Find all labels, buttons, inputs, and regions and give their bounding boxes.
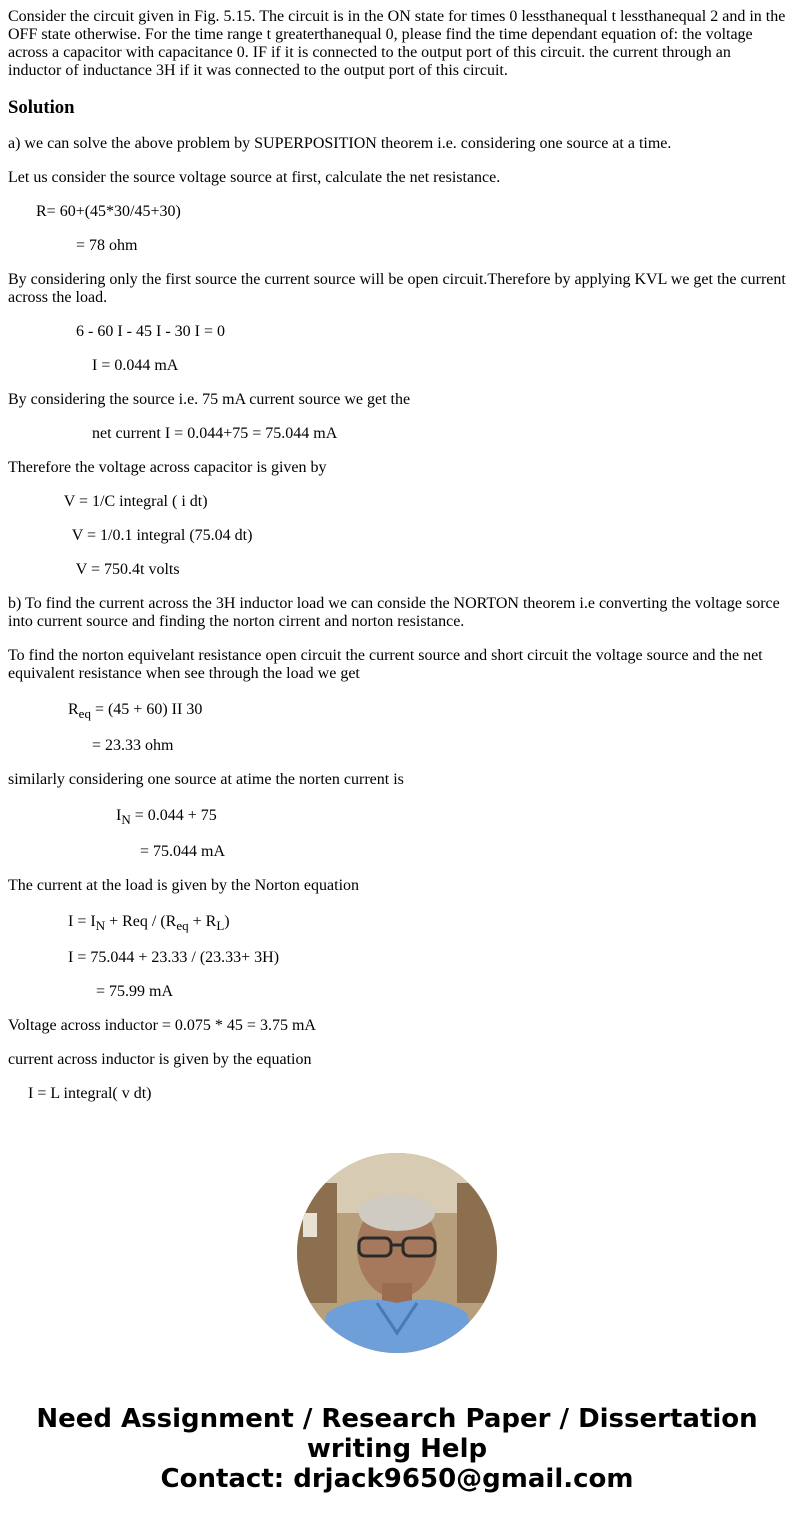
solution-line: By considering the source i.e. 75 mA current source we get the [8, 391, 411, 408]
solution-heading: Solution [8, 97, 75, 118]
avatar [297, 1153, 497, 1353]
solution-line: b) To find the current across the 3H inductor load we can conside the NORTON theorem i.e converting the voltage sorce into current source and finding the norton cirrent and norton resistance. [8, 595, 780, 630]
equation-line: = 23.33 ohm [8, 737, 174, 754]
solution-line: similarly considering one source at atime the norten current is [8, 771, 404, 788]
equation-line: V = 1/C integral ( i dt) [8, 493, 208, 510]
equation-line [8, 911, 786, 933]
eq-subscript: eq [176, 918, 189, 933]
equation-line: 6 - 60 I - 45 I - 30 I = 0 [8, 323, 225, 340]
question-text: Consider the circuit given in Fig. 5.15. The circuit is in the ON state for times 0 lessthanequal t lessthanequal 2 and in the OFF state otherwise. For the time range t greaterthanequal 0, please find the time dependant equation of: the voltage across a capacitor with capacitance 0. IF if it is connected to the output port of this circuit. the current through an inductor of inductance 3H if it was connected to the output port of this circuit. [8, 8, 786, 79]
eq-text: R [8, 701, 79, 718]
eq-text: = 0.044 + 75 [130, 807, 217, 824]
equation-line: = 75.99 mA [8, 983, 174, 1000]
eq-text: ) [224, 913, 230, 930]
banner-line: writing Help [306, 1434, 488, 1464]
equation-line: = 75.044 mA [8, 843, 226, 860]
solution-line: a) we can solve the above problem by SUPERPOSITION theorem i.e. considering one source at a time. [8, 135, 672, 152]
solution-line: By considering only the first source the current source will be open circuit.Therefore by applying KVL we get the current across the load. [8, 271, 786, 306]
solution-line: To find the norton equivelant resistance open circuit the current source and short circuit the voltage source and the net equivalent resistance when see through the load we get [8, 647, 763, 682]
avatar-portrait-image [297, 1153, 497, 1353]
equation-line: I = 75.044 + 23.33 / (23.33+ 3H) [8, 949, 280, 966]
banner-contact: Contact: drjack9650@gmail.com [160, 1464, 634, 1494]
eq-subscript: eq [78, 706, 91, 721]
solution-line: current across inductor is given by the equation [8, 1051, 312, 1068]
equation-line: V = 750.4t volts [8, 561, 180, 578]
solution-line: Voltage across inductor = 0.075 * 45 = 3.75 mA [8, 1017, 316, 1034]
solution-line: Therefore the voltage across capacitor is given by [8, 459, 327, 476]
equation-line: V = 1/0.1 integral (75.04 dt) [8, 527, 253, 544]
equation-line: R= 60+(45*30/45+30) [8, 203, 181, 220]
eq-text: + Req / (R [105, 913, 177, 930]
banner-line: Need Assignment / Research Paper / Dissertation [36, 1404, 758, 1434]
eq-text: = (45 + 60) II 30 [90, 701, 203, 718]
equation-line [8, 699, 786, 721]
equation-line: I = 0.044 mA [8, 357, 179, 374]
eq-text: I [8, 807, 122, 824]
equation-line [8, 805, 786, 827]
equation-line: net current I = 0.044+75 = 75.044 mA [8, 425, 338, 442]
eq-subscript: L [216, 918, 225, 933]
solution-line: Let us consider the source voltage source at first, calculate the net resistance. [8, 169, 501, 186]
eq-text: I = I [8, 913, 96, 930]
promo-banner [0, 1404, 794, 1494]
equation-line: = 78 ohm [8, 237, 138, 254]
equation-line: I = L integral( v dt) [8, 1085, 152, 1102]
eq-subscript: N [121, 812, 131, 827]
eq-text: + R [188, 913, 217, 930]
eq-subscript: N [95, 918, 106, 933]
solution-line: The current at the load is given by the Norton equation [8, 877, 360, 894]
